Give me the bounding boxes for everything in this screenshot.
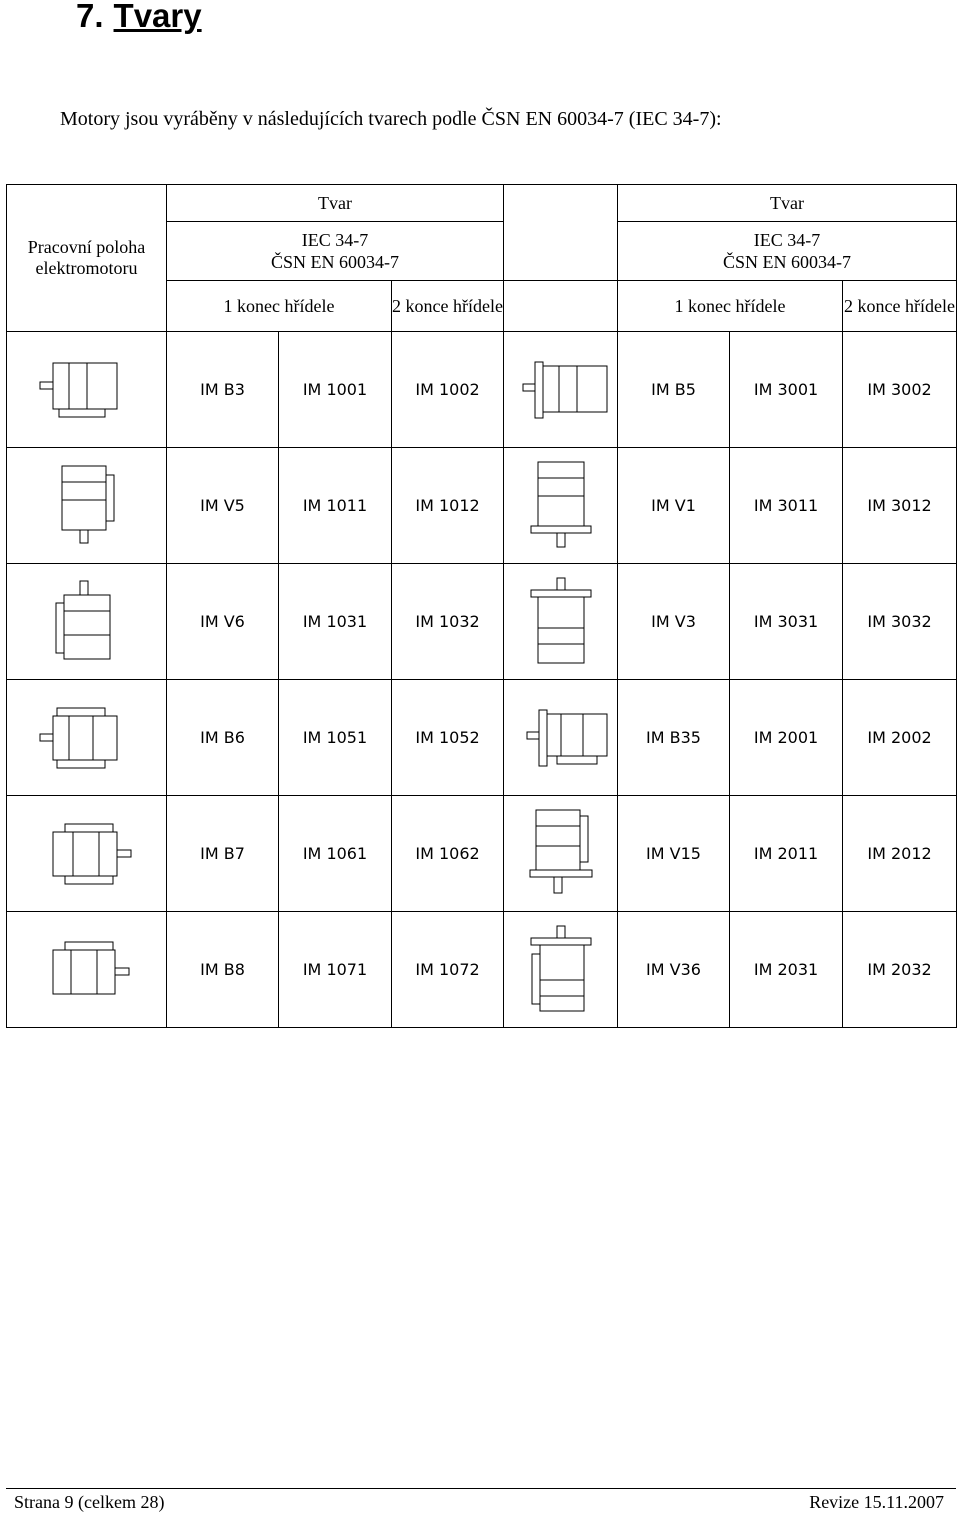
mounting-code: IM B8 — [167, 912, 279, 1028]
header-tvar-left: Tvar — [167, 185, 504, 222]
header-blank-cell — [504, 185, 618, 281]
motor-vertical-flange-shaft-up-icon — [526, 576, 596, 668]
mounting-code: IM V15 — [618, 796, 730, 912]
mounting-code: IM 3031 — [730, 564, 843, 680]
mounting-code: IM B6 — [167, 680, 279, 796]
header-csn-left: ČSN EN 60034-7 — [271, 252, 400, 272]
mounting-code: IM B5 — [618, 332, 730, 448]
mounting-code: IM 1012 — [392, 448, 504, 564]
motor-horizontal-wall-foot-icon — [37, 706, 137, 770]
mounting-code: IM 2002 — [843, 680, 957, 796]
motor-horizontal-foot-icon — [37, 360, 137, 420]
section-heading — [76, 0, 202, 38]
mounting-code: IM V36 — [618, 912, 730, 1028]
table-row — [7, 448, 957, 564]
motor-horizontal-wall-foot-reversed-icon — [37, 822, 137, 886]
mounting-code: IM 2031 — [730, 912, 843, 1028]
mounting-code: IM 2032 — [843, 912, 957, 1028]
mounting-icon-cell — [504, 680, 618, 796]
table-row — [7, 796, 957, 912]
table-row — [7, 680, 957, 796]
header-position: Pracovní poloha elektromotoru — [7, 185, 167, 332]
section-number: 7. — [76, 0, 104, 34]
mounting-code: IM 1001 — [279, 332, 392, 448]
mounting-forms-table — [6, 184, 957, 1028]
mounting-code: IM 3002 — [843, 332, 957, 448]
header-tvar-right: Tvar — [618, 185, 957, 222]
mounting-code: IM 1071 — [279, 912, 392, 1028]
footer-revision: Revize 15.11.2007 — [809, 1492, 944, 1512]
mounting-icon-cell — [504, 564, 618, 680]
mounting-icon-cell — [7, 332, 167, 448]
mounting-code: IM V3 — [618, 564, 730, 680]
header-blank-cell-bottom — [504, 281, 618, 332]
header-standard-right — [618, 222, 957, 281]
mounting-icon-cell — [7, 448, 167, 564]
mounting-icon-cell — [504, 796, 618, 912]
mounting-code: IM 3012 — [843, 448, 957, 564]
header-two-ends-left: 2 konce hřídele — [392, 281, 504, 332]
mounting-code: IM 3011 — [730, 448, 843, 564]
motor-vertical-foot-shaft-down-icon — [52, 461, 122, 551]
header-one-end-left: 1 konec hřídele — [167, 281, 392, 332]
intro-text: Motory jsou vyráběny v následujících tvarech podle ČSN EN 60034-7 (IEC 34-7): — [60, 108, 722, 130]
mounting-icon-cell — [504, 332, 618, 448]
table-row — [7, 332, 957, 448]
header-one-end-right: 1 konec hřídele — [618, 281, 843, 332]
mounting-code: IM 3001 — [730, 332, 843, 448]
mounting-icon-cell — [7, 564, 167, 680]
mounting-icon-cell — [7, 680, 167, 796]
mounting-code: IM 3032 — [843, 564, 957, 680]
motor-vertical-flange-shaft-down-icon — [526, 460, 596, 552]
motor-vertical-foot-flange-shaft-up-icon — [526, 924, 596, 1016]
mounting-icon-cell — [7, 912, 167, 1028]
mounting-code: IM 1062 — [392, 796, 504, 912]
mounting-code: IM V6 — [167, 564, 279, 680]
mounting-code: IM V5 — [167, 448, 279, 564]
motor-vertical-foot-shaft-up-icon — [52, 577, 122, 667]
mounting-code: IM 1031 — [279, 564, 392, 680]
mounting-code: IM 1072 — [392, 912, 504, 1028]
mounting-icon-cell — [7, 796, 167, 912]
mounting-code: IM 1002 — [392, 332, 504, 448]
motor-horizontal-foot-flange-icon — [511, 708, 611, 768]
motor-horizontal-flange-icon — [511, 360, 611, 420]
mounting-code: IM B35 — [618, 680, 730, 796]
motor-horizontal-ceiling-foot-icon — [37, 940, 137, 1000]
mounting-code: IM 1011 — [279, 448, 392, 564]
mounting-code: IM 1052 — [392, 680, 504, 796]
header-two-ends-right: 2 konce hřídele — [843, 281, 957, 332]
header-iec-left: IEC 34-7 — [301, 230, 369, 250]
header-iec-right: IEC 34-7 — [753, 230, 821, 250]
mounting-code: IM V1 — [618, 448, 730, 564]
mounting-code: IM 2001 — [730, 680, 843, 796]
mounting-code: IM 1032 — [392, 564, 504, 680]
footer-divider — [6, 1488, 956, 1489]
table-row — [7, 564, 957, 680]
motor-vertical-foot-flange-shaft-down-icon — [526, 808, 596, 900]
mounting-code: IM 2012 — [843, 796, 957, 912]
mounting-icon-cell — [504, 448, 618, 564]
mounting-code: IM 1061 — [279, 796, 392, 912]
header-standard-left — [167, 222, 504, 281]
mounting-code: IM 2011 — [730, 796, 843, 912]
header-csn-right: ČSN EN 60034-7 — [723, 252, 852, 272]
section-title: Tvary — [113, 0, 202, 34]
mounting-code: IM 1051 — [279, 680, 392, 796]
footer-page-number: Strana 9 (celkem 28) — [14, 1492, 165, 1512]
table-row — [7, 912, 957, 1028]
mounting-code: IM B7 — [167, 796, 279, 912]
mounting-code: IM B3 — [167, 332, 279, 448]
mounting-icon-cell — [504, 912, 618, 1028]
